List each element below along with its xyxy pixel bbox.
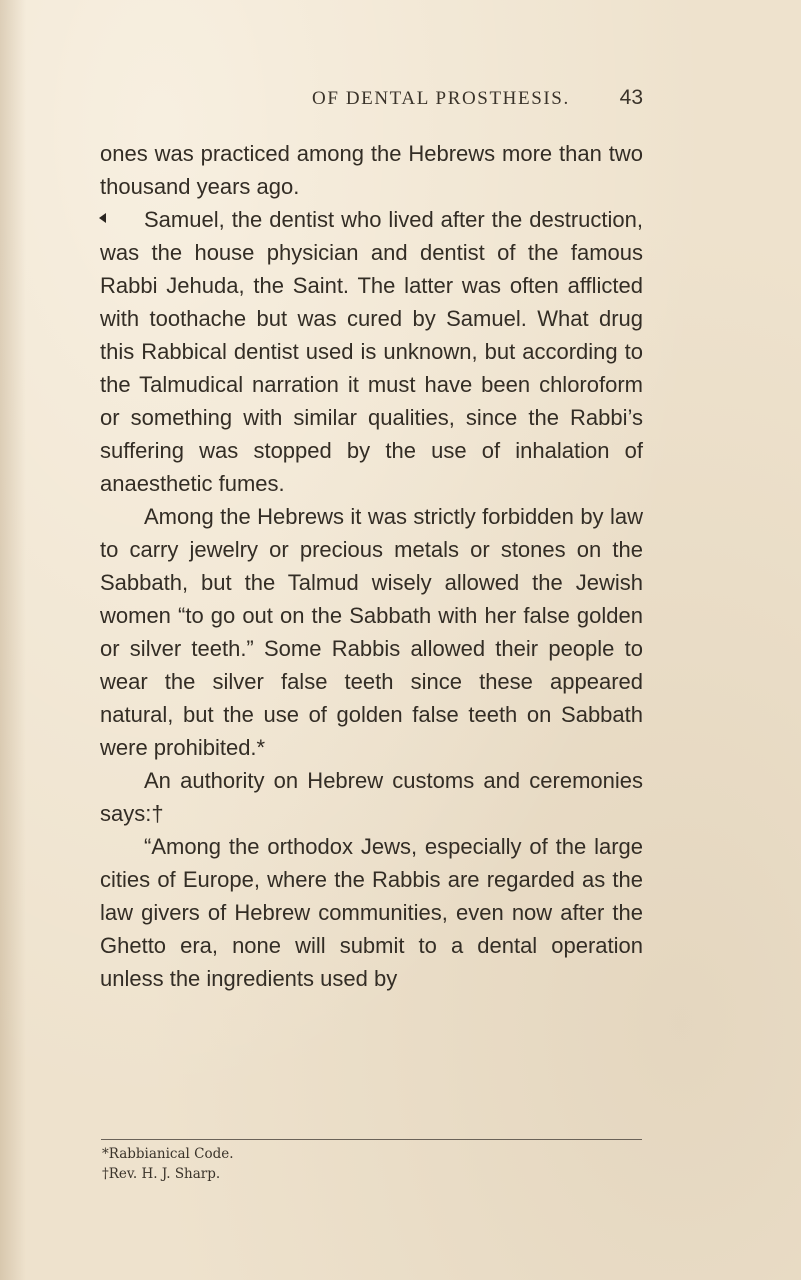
body-text: [100, 137, 643, 995]
paragraph: “Among the orthodox Jews, especially of the large cities of Europe, where the Rabbis are regarded as the law givers of Hebrew communities, even now after the Ghetto era, none will submit to a dental operation unless the ingredients used by: [100, 834, 643, 991]
footnote: †Rev. H. J. Sharp.: [102, 1166, 221, 1182]
running-head: OF DENTAL PROSTHESIS.: [312, 88, 570, 109]
footnote-rule: [101, 1139, 642, 1140]
page-number: 43: [619, 86, 643, 109]
page-gutter-shadow: [0, 0, 26, 1280]
paragraph: Among the Hebrews it was strictly forbidden by law to carry jewelry or precious metals or stones on the Sabbath, but the Talmud wisely allowed the Jewish women “to go out on the Sabbath with her false golden or silver teeth.” Some Rabbis allowed their people to wear the silver false teeth since these appeared natural, but the use of golden false teeth on Sabbath were prohibited.*: [100, 504, 643, 760]
footnotes: [102, 1144, 642, 1184]
paragraph: An authority on Hebrew customs and ceremonies says:†: [100, 768, 643, 826]
footnote: *Rabbianical Code.: [102, 1146, 234, 1162]
paragraph: ones was practiced among the Hebrews more than two thousand years ago.: [100, 141, 643, 199]
paragraph: Samuel, the dentist who lived after the destruction, was the house physician and dentist of the famous Rabbi Jehuda, the Saint. The latter was often afflicted with toothache but was cured by Samuel. What drug this Rabbical dentist used is unknown, but according to the Talmudical narration it must have been chloroform or something with similar qualities, since the Rabbi’s suffering was stopped by the use of inhalation of anaesthetic fumes.: [100, 207, 643, 496]
page-header: [100, 88, 643, 118]
